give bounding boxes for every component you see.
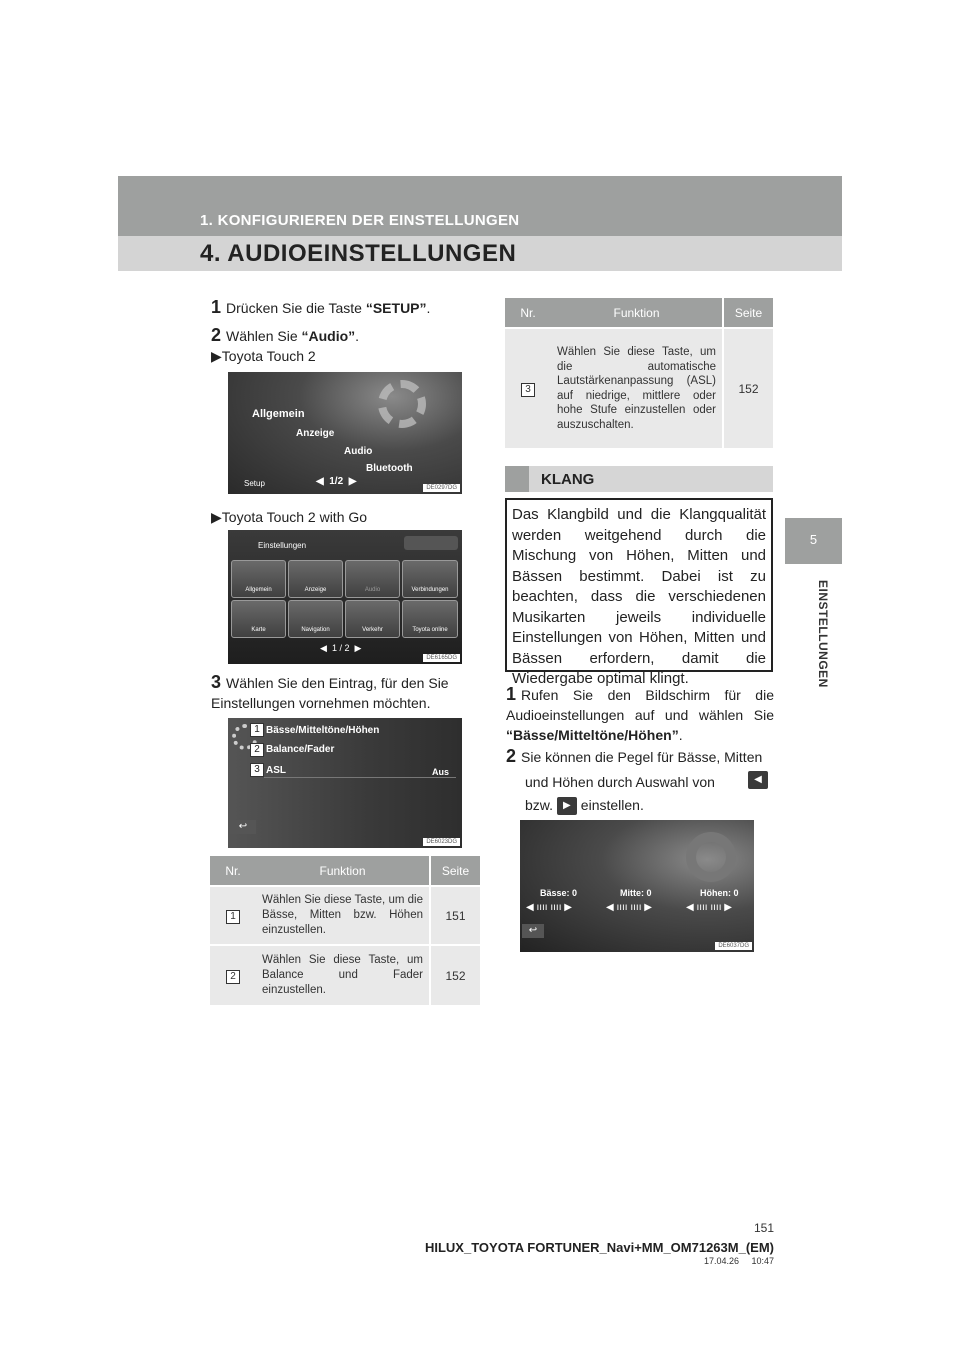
table-row <box>210 945 480 1005</box>
status-icons <box>404 536 458 550</box>
treble-stepper: ◀ ıııı ıııı ▶ <box>686 902 732 913</box>
col-nr: Nr. <box>210 856 256 886</box>
page-number: 151 <box>753 1221 774 1235</box>
menu-bluetooth: Bluetooth <box>366 463 413 474</box>
nr-box: 2 <box>226 970 240 984</box>
doc-id: HILUX_TOYOTA FORTUNER_Navi+MM_OM71263M_(EM) <box>424 1240 774 1255</box>
image-code: DE6165DG <box>423 654 460 662</box>
seite-text: 151 <box>430 886 480 945</box>
asl-value: Aus <box>432 767 450 777</box>
col-funktion: Funktion <box>551 298 723 328</box>
grid-button-audio: Audio <box>345 560 400 598</box>
menu-anzeige: Anzeige <box>296 428 335 439</box>
grid-button-navigation: Navigation <box>288 600 343 638</box>
screenshot-setup-touch2 <box>228 372 462 494</box>
bass-stepper: ◀ ıııı ıııı ▶ <box>526 902 572 913</box>
treble-label: Höhen: 0 <box>700 888 739 898</box>
menu-allgemein: Allgemein <box>252 408 305 420</box>
table-row <box>505 328 773 448</box>
col-funktion: Funktion <box>256 856 430 886</box>
screenshot-audio-settings <box>228 718 462 848</box>
function-table-1 <box>210 856 480 1005</box>
step-r2-line2: und Höhen durch Auswahl von <box>525 774 715 790</box>
klang-title: KLANG <box>541 471 595 488</box>
row-asl: ASL <box>266 765 286 776</box>
chapter-tab-number: 5 <box>785 518 842 564</box>
col-seite: Seite <box>430 856 480 886</box>
right-arrow-button-icon: ▶ <box>557 797 577 815</box>
grid-button-verkehr: Verkehr <box>345 600 400 638</box>
bass-label: Bässe: 0 <box>540 888 578 898</box>
step-r2-line3: bzw. ▶ einstellen. <box>525 795 644 815</box>
col-nr: Nr. <box>505 298 551 328</box>
seite-text: 152 <box>430 945 480 1005</box>
chapter-tab-label: EINSTELLUNGEN <box>816 580 830 688</box>
funktion-text: Wählen Sie diese Taste, um die Bässe, Mitten bzw. Höhen einzustellen. <box>256 886 430 945</box>
divider <box>264 777 456 778</box>
mid-stepper: ◀ ıııı ıııı ▶ <box>606 902 652 913</box>
triangle-right-icon: ▶ <box>211 509 222 525</box>
funktion-text: Wählen Sie diese Taste, um Balance und Fader einzustellen. <box>256 945 430 1005</box>
function-table-2 <box>505 298 773 448</box>
setup-label: Setup <box>244 479 265 488</box>
back-arrow-icon: ↩ <box>522 924 544 938</box>
page-nav: ◀ 1/2 ▶ <box>316 476 357 487</box>
klang-heading <box>505 466 773 492</box>
nr-box: 1 <box>226 910 240 924</box>
callout-3: 3 <box>250 763 264 777</box>
callout-2: 2 <box>250 743 264 757</box>
screenshot-setup-touch2-go <box>228 530 462 664</box>
step-r2: 2 Sie können die Pegel für Bässe, Mitten <box>506 746 763 766</box>
page-title: 4. AUDIOEINSTELLUNGEN <box>200 240 517 267</box>
gear-icon <box>378 380 426 428</box>
row-balance: Balance/Fader <box>266 744 335 755</box>
funktion-text: Wählen Sie diese Taste, um die automatische Lautstärkenanpassung (ASL) auf niedrige, mittlere oder hohe Stufe einzustellen oder auszuschalten. <box>551 328 723 448</box>
menu-audio: Audio <box>344 446 373 457</box>
step-1: 1 Drücken Sie die Taste “SETUP”. <box>211 297 431 317</box>
page-nav: ◀ 1 / 2 ▶ <box>320 643 362 653</box>
screenshot-tone-settings <box>520 820 754 952</box>
image-code: DE6037DG <box>715 942 752 950</box>
image-code: DE6023DG <box>423 838 460 846</box>
step-2: 2 Wählen Sie “Audio”. <box>211 325 360 345</box>
grid-button-karte: Karte <box>231 600 286 638</box>
heading-marker <box>505 466 529 492</box>
table-row <box>210 886 480 945</box>
grid-button-toyota-online: Toyota online <box>402 600 458 638</box>
klang-note: Das Klangbild und die Klangqualität werden weitgehend durch die Mischung von Höhen, Mitten und Bässen bestimmt. Dabei ist zu beachten, dass die verschiedenen Musikarten jeweils individuelle Einstellungen von Höhen, Mitten und Bässen erfordern, damit die Wiedergabe optimal klingt. <box>505 498 773 672</box>
doc-date: 17.04.26 10:47 <box>703 1256 774 1266</box>
screen-title: Einstellungen <box>258 541 307 550</box>
grid-button-allgemein: Allgemein <box>231 560 286 598</box>
grid-button-anzeige: Anzeige <box>288 560 343 598</box>
image-code: DE0297DG <box>423 484 460 492</box>
speaker-icon <box>686 832 736 882</box>
section-title: 1. KONFIGURIEREN DER EINSTELLUNGEN <box>200 212 520 229</box>
col-seite: Seite <box>723 298 773 328</box>
triangle-right-icon: ▶ <box>211 348 222 364</box>
bullet-touch2-go: ▶Toyota Touch 2 with Go <box>211 509 368 525</box>
bullet-touch2: ▶Toyota Touch 2 <box>211 348 316 364</box>
left-arrow-button-icon: ◀ <box>748 771 768 789</box>
seite-text: 152 <box>723 328 773 448</box>
nr-box: 3 <box>521 383 535 397</box>
step-3: 3 Wählen Sie den Eintrag, für den Sie Einstellungen vornehmen möchten. <box>211 672 449 711</box>
callout-1: 1 <box>250 723 264 737</box>
step-r1: 1 Rufen Sie den Bildschirm für die Audioeinstellungen auf und wählen Sie “Bässe/Mitteltöne/Höhen”. <box>506 684 774 743</box>
row-baesse: Bässe/Mitteltöne/Höhen <box>266 725 380 736</box>
mid-label: Mitte: 0 <box>620 888 652 898</box>
back-arrow-icon: ↩ <box>230 820 256 834</box>
grid-button-verbindungen: Verbindungen <box>402 560 458 598</box>
